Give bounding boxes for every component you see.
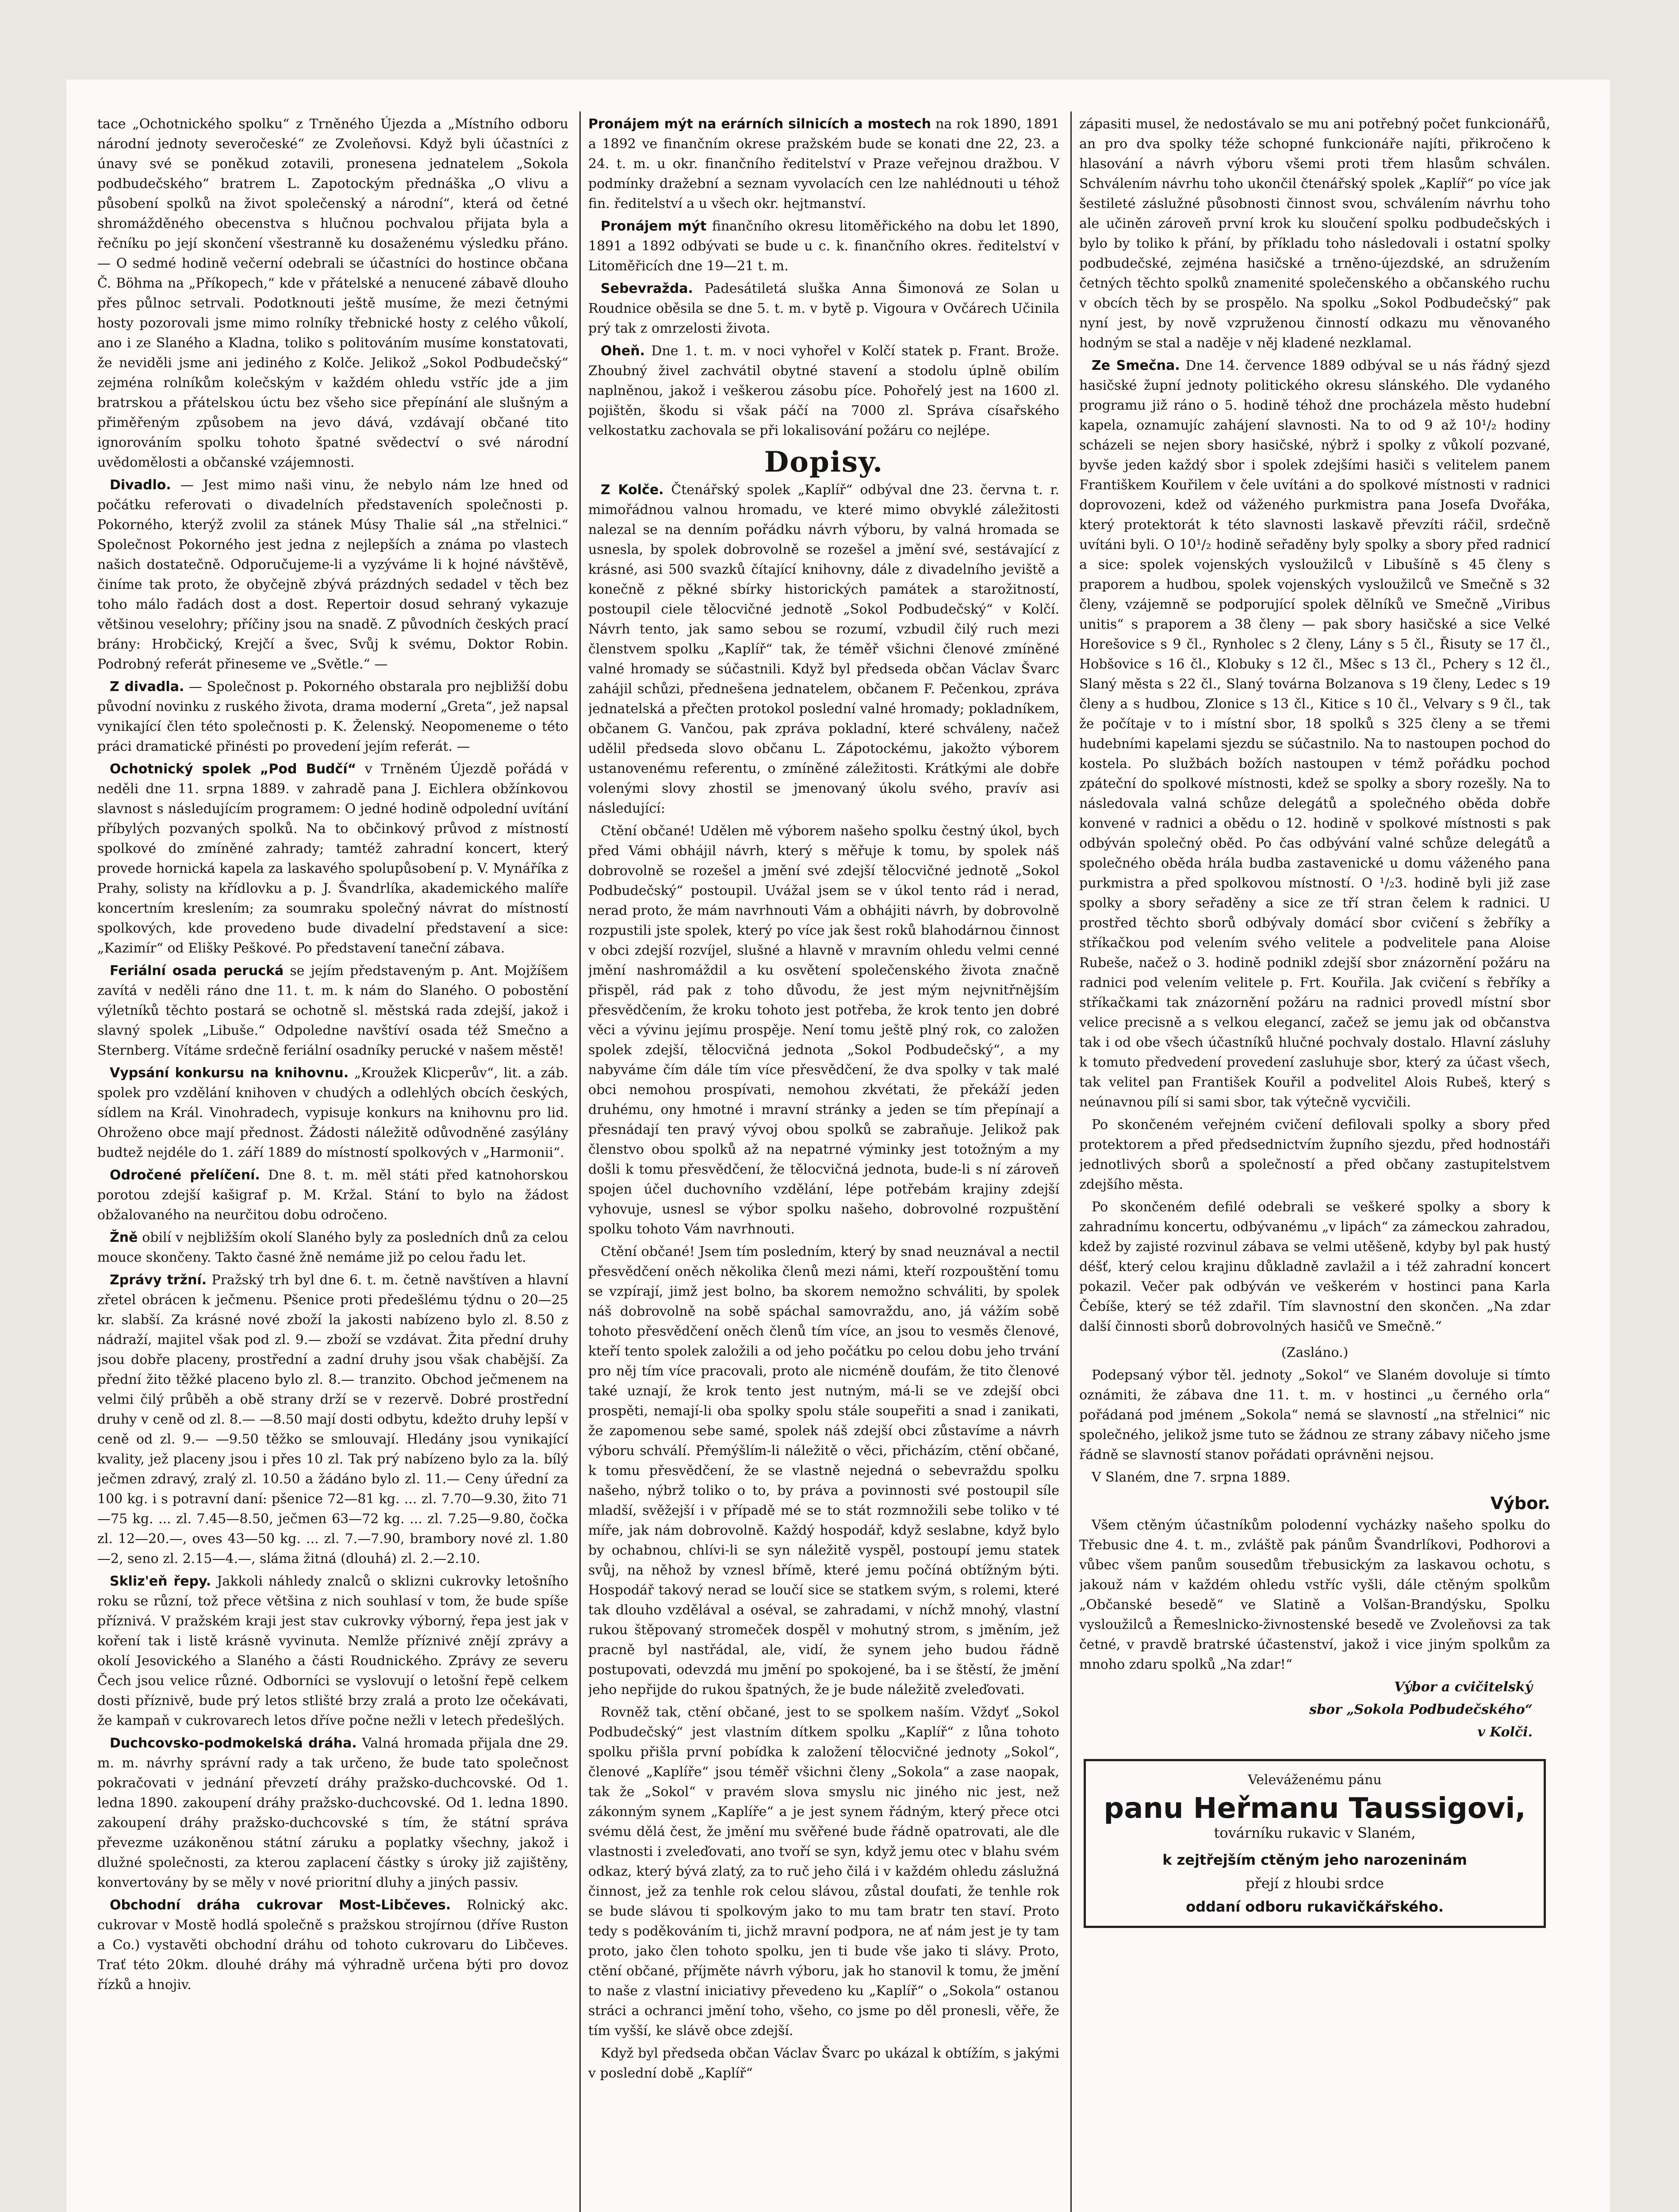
article-heading: Zprávy tržní.: [110, 1272, 207, 1288]
article-text: zápasiti musel, že nedostávalo se mu ani potřebný počet funkcionářů, an pro dva spolky téže schopné funkcionáře najíti, přikročeno k hlasování a návrh výboru všemi proti třem hlasům schválen. Schválením návrhu toho ukončil čtenářský spolek „Kaplíř“ po více jak šestileté záslužné působnosti činnost svou, schválením návrhu toho ale učiněn zároveň první krok ku sloučení spolku podbudečských i bylo by toliko k přání, by příkladu toho následovali i ostatní spolky podbudečské, zejména hasičské a trněno-újezdské, an sdružením četných těchto spolků znamenité společenského a občanského ruchu v obcích těch by se prospělo. Na spolku „Sokol Podbudečský“ pak nyní jest, by nově vzpruženou činností odkazu mu věnovaného hodným se stal a naděje v něj kladené nezklamal.: [1079, 116, 1550, 351]
article-heading: Divadlo.: [110, 477, 171, 493]
section-title: Dopisy.: [764, 445, 884, 479]
column-middle: [588, 114, 1059, 2212]
ad-sender: oddaní odboru rukavičkářského.: [1186, 1898, 1444, 1915]
article-heading: Z Kolče.: [601, 482, 664, 498]
greeting-advertisement: [1084, 1759, 1546, 1928]
article-text: Jakkoli náhledy znalců o sklizni cukrovky letošního roku se různí, tož přece většina z nich souhlasí v tom, že bude spíše příznivá. V pražském kraji jest stav cukrovky výborný, řepa jest jak v koření tak i listě krásně vyvinuta. Nemlže příznivé znějí zprávy a okolí Jesovického a Slaného a části Roudnického. Zprávy ze severu Čech jsou velice různé. Odborníci se vyslovují o letošní řepě celkem dosti příznivě, bude prý letos stlišté brzy zralá a proto lze očekávati, že kampaň v cukrovarech letos dříve počne nežli v letech předešlých.: [97, 1574, 568, 1728]
article-text: Padesátiletá sluška Anna Šimonová ze Solan u Roudnice oběsila se dne 5. t. m. v bytě p. Vigoura v Ovčárech Učinila prý tak z omrzelosti života.: [588, 281, 1059, 336]
article-heading: Feriální osada perucká: [110, 963, 284, 979]
article: [97, 677, 568, 757]
article-text: v Trněném Újezdě pořádá v neděli dne 11. srpna 1889. v zahradě pana J. Eichlera obžínkovou slavnost s následujícím programem: O jedné hodině odpolední uvítání příbylých pozvaných spolků. Na to občinkový průvod z místností spolkové do zmíněné zahrady; tamtéž zahradní koncert, který provede hornická kapela za laskavého spolupůsobení p. V. Mynáříka z Prahy, solisty na křídlovku a p. J. Švandrlíka, akademického malíře koncertním kreslením; za soumraku společný návrat do místností spolkových, kde provedeno bude divadelní představení a sice: „Kazimír“ od Elišky Peškové. Po představení taneční zábava.: [97, 761, 568, 956]
article-heading: Odročené přelíčení.: [110, 1167, 260, 1183]
article-heading: Pronájem mýt na erárních silnicích a mostech: [588, 116, 932, 132]
article-text: Ctění občané! Jsem tím posledním, který by snad neuznával a nectil přesvědčení oněch několika členů mezi námi, kteří rozpouštění tomu se vzpírají, jimž jest bolno, ba skorem nemožno schváliti, by spolek náš dobrovolně na sobě spáchal samovraždu, ano, já vážím sobě tohoto přesvědčení oněch členů tím více, an jsou to vesměs členové, kteří tento spolek založili a od jeho počátku po celou dobu jeho trvání pro něj tím více pracovali, proto ale nicméně doufám, že tito členové také uznají, že krok tento jest nutným, má-li se ve zdejší obci prospěti, nemají-li oba spolky spolu stále soupeřiti a snad i zanikati, že zapomenou sebe samé, spolek náš zdejší obci zůstavíme a návrh výboru schválí. Přemýšlím-li náležitě o věci, přicházím, ctění občané, k tomu přesvědčení, že se vlastně nejedná o sebevraždu spolku našeho, nýbrž toliko o to, by práva a povinnosti své postoupil síle mladší, svěžejší i v případě mé se to stát rozmnožili sebe toliko v té míře, jak nám dobrovolně. Každý hospodář, když seslabne, když bylo by ochabnou, chlívi-li se syn náležitě vyspěl, postoupí jemu statek svůj, na něhož by vznesl břímě, které jemu počíná obtížným býti. Hospodář takový nerad se loučí sice se statkem svým, s rolemi, které tak dlouho vzdělával a oséval, se zahradami, v níchž mnohý, vlastní rukou štěpovaný stromeček dospěl v mohutný strom, s jměním, jež pracně byl nastřádal, ale, vidí, že synem jeho budou řádně postupovati, odevzdá mu jmění po spokojené, ba i se štěstí, že jmění jeho nepřijde do rukou špatných, že je bude náležitě zveleďovati.: [588, 1244, 1059, 1697]
article: [588, 341, 1059, 441]
article: [97, 1270, 568, 1569]
column-divider: [1070, 111, 1072, 2212]
zaslano-label: (Zasláno.): [1281, 1345, 1349, 1360]
article-text: Když byl předseda občan Václav Švarc po ukázal k obtížím, s jakými v poslední době „Kaplíř“: [588, 2046, 1059, 2081]
article-text: Pražský trh byl dne 6. t. m. četně navštíven a hlavní zřetel obrácen k ječmenu. Pšenice proti předešlému týdnu o 20—25 kr. slabší. Za krásné nové zboží la jakosti nabízeno bylo zl. 8.50 z nádraží, majitel však pod zl. 9.— zboží se vzdávat. Žita přední druhy jsou dobře placeny, prostřední a zadní druhy jsou však chabější. Za přední žito těžké placeno bylo zl. 8.— tranzito. Obchod ječmenem na velmi čilý průběh a obě strany drží se v rezervě. Dobré prostřední druhy v ceně od zl. 8.— —8.50 mají dosti odbytu, kdežto druhy lepší v ceně od zl. 9.— —9.50 těžko se smlouvají. Hledány jsou vynikající kvality, jež placeny jsou i přes 10 zl. Tak prý nabízeno bylo za la. bílý ječmen zdravý, zralý zl. 10.50 a žádáno bylo zl. 11.— Ceny úřední za 100 kg. i s potravní daní: pšenice 72—81 kg. ... zl. 7.70—9.30, žito 71—75 kg. ... zl. 7.45—8.50, ječmen 63—72 kg. ... zl. 7.25—9.80, čočka zl. 12—20.—, oves 43—50 kg. ... zl. 7.—7.90, brambory nové zl. 1.80—2, seno zl. 2.15—4.—, sláma žitná (dlouhá) zl. 2.—2.10.: [97, 1272, 568, 1567]
dateline: V Slaném, dne 7. srpna 1889.: [1092, 1470, 1291, 1485]
ad-salutation: Veleváženému pánu: [1248, 1772, 1382, 1788]
newspaper-page: [66, 80, 1610, 2212]
article-text: se jejím představeným p. Ant. Mojžíšem zavítá v neděli ráno dne 11. t. m. k nám do Slaného. O pobostění výletníků těchto postará se ochotně sl. městská rada zdejší, jakož i slavný spolek „Libuše.“ Odpoledne navštíví osada též Smečno a Sternberg. Vítáme srdečně feriální osadníky perucké v našem městě!: [97, 963, 568, 1058]
article-text: — Jest mimo naši vinu, že nebylo nám lze hned od počátku referovati o divadelních představeních společnosti p. Pokorného, kterýž zvolil za stánek Músy Thalie sál „na střelnici.“ Společnost Pokorného jest jedna z nejlepších a známa po vlastech našich dostatečně. Odporučujeme-li a vyzýváme li k hojné návštěvě, činíme tak proto, že obyčejně zbývá prázdných sedadel v těch bez toho málo řadách dost a dost. Repertoir dosud sehraný vykazuje většinou veselohry; příčiny jsou na snadě. Z původních českých prací brány: Hrobčický, Krejčí a švec, Svůj k svému, Doktor Robin. Podrobný referát přineseme ve „Světle.“ —: [97, 477, 568, 672]
article-text: Podepsaný výbor těl. jednoty „Sokol“ ve Slaném dovoluje si tímto oznámiti, že zábava dne 11. t. m. v hostinci „u černého orla“ pořádaná pod jménem „Sokola“ nemá se slavností „na střelnici“ nic společného, jelikož jsme tuto se žádnou ze strany zábavy ničeho jsme řádně se slavností stanov pořádati oprávněni nejsou.: [1079, 1367, 1550, 1463]
article: [97, 1165, 568, 1225]
article-text: Dne 14. července 1889 odbýval se u nás řádný sjezd hasičské župní jednoty politického okresu slánského. Dle vydaného programu již ráno o 5. hodině téhož dne procházela město hudební kapela, oznamujíc zahájení slavnosti. Na to od 9 až 10¹/₂ hodiny scházeli se nejen sbory hasičské, nýbrž i spolky z vůkolí pozvané, byvše jeden každý sbor i spolek zdejšími hasiči s velitelem panem Františkem Kouřilem v čele uvítáni a do spolkové místnosti v radnici doprovozeni, kdež od váženého purkmistra pana Josefa Dvořáka, který protektorát k této slavnosti laskavě převzíti ráčil, srdečně uvítáni byli. O 10¹/₂ hodině seřaděny byly spolky a sbory před radnicí a sice: spolek vojenských vysloužilců v Libušíně s 45 členy s praporem a hudbou, spolek vojenských vysloužilců ve Smečně s 32 členy, vzájemně se podporující spolek dělníků ve Smečně „Viribus unitis“ s praporem a 38 členy — pak sbory hasičské a sice Velké Horešovice s 9 čl., Rynholec s 2 členy, Lány s 5 čl., Řisuty se 17 čl., Hobšovice s 16 čl., Klobuky s 12 čl., Mšec s 13 čl., Pchery s 12 čl., Slaný města s 22 čl., Slaný továrna Bolzanova s 19 členy, Ledec s 19 členy a s hudbou, Zlonice s 13 čl., Kitice s 10 čl., Velvary s 9 čl., tak že počítaje v to i místní sbor, 18 spolků s 325 členy a se třemi hudebními kapelami sjezdu se súčastnilo. Na to nastoupen pochod do kostela. Po službách božích nastoupen v témž pořádku pochod zpáteční do spolkové místnosti, kdež se spolky a sbory rozešly. Na to následovala valná schůze delegátů a společného oběda dobře konvené v radnici a obědu o 12. hodině v spolkové místnosti s pak odbýván společný oběd. Po čas odbývání valné schůze delegátů a společného oběda hrála budba zastavenické u domu váženého pana purkmistra a před spolkovou místností. O ¹/₂3. hodině byli již zase spolky a sbory seřaděny a sice ze tří stran čelem k radnici. U prostřed těchto sborů odbývaly domácí sbor cvičení s žebříky a stříkačkou pod velením svého velitele a podvelitele pana Aloise Rubeše, načež o 3. hodině podnikl zdejší sbor znázornění požáru na radnici pod velením velitele p. Frt. Kouřila. Jak cvičení s řebříky a stříkačkami tak znázornění požáru na radnici provedl místní sbor velice precisně a s velkou elegancí, začež se jemu jak od občanstva tak i od obe všech účastníků hlučné pochvaly dostalo. Hlavní zásluhy k tomuto předvedení provedení zasluhuje sbor, který za účast všech, tak velitel pan František Kouřil a podvelitel Alois Rubeš, který s neúnavnou pílí si sami sbor, tak výtečně vycvičili.: [1079, 358, 1550, 1110]
article: [97, 1571, 568, 1731]
article-text: finančního okresu litoměřického na dobu let 1890, 1891 a 1892 odbývati se bude u c. k. finančního okres. ředitelství v Litoměřicích dne 19—21 t. m.: [588, 219, 1059, 274]
article-heading: Sebevražda.: [601, 281, 693, 296]
article-text: Rolnický akc. cukrovar v Mostě hodlá společně s pražskou strojírnou (dříve Ruston a Co.) vystavěti obchodní dráhu od tohoto cukrovaru do Libčeves. Trať této 20km. dlouhé dráhy má výhradně určena býti pro dovoz řízků a hnojiv.: [97, 1897, 568, 1993]
article-text: Ctění občané! Udělen mě výborem našeho spolku čestný úkol, bych před Vámi obhájil návrh, který s měřuje k tomu, by spolek náš dobrovolně se rozešel a jmění své zdejší tělocvičné jednotě „Sokol Podbudečský“ postoupil. Uvážal jsem se v úkol tento rád i nerad, nerad proto, že mám navrhnouti Vám a obhájiti návrh, by dobrovolně rozpustili jste spolek, který po více jak šest roků blahodárnou činnost v obci zdejší rozvíjel, slušné a hlavně v mravním ohledu velmi cenné jmění nashromáždil a ku osvětení společenského života značně přispěl, rád pak z toho důvodu, že jest mým nejvnitřnějším přesvědčením, že kroku tohoto jest potřeba, že krok tento jen dobré věci a vývinu jejímu prospěje. Není tomu ještě plný rok, co založen spolek zdejší, tělocvičná jednota „Sokol Podbudečský“, a my nabyváme čím dále tím více přesvědčení, že dva spolky v tak malé obci nemohou prospívati, nemohou zkvétati, že překáží jeden druhému, ony hmotné i mravní stránky a jeden se tím přepínají a přesnádají ten pravý vývoj obou spolků se zabraňuje. Jelikož pak členstvo obou spolků až na nepatrné výminky jest totožným a my došli k tomu přesvědčení, že tělocvičná jednota, bude-li s ní zároveň spojen účel duchovního vzdělání, lépe potřebám krajiny zdejší vyhovuje, usnesl se výbor spolku našeho, dobrovolné rozpuštění spolku tohoto Vám navrhnouti.: [588, 823, 1059, 1237]
signature-line: v Kolči.: [1477, 1724, 1533, 1740]
article-text: Dne 1. t. m. v noci vyhořel v Kolčí statek p. Frant. Brože. Zhoubný živel zachvátil obytné stavení a stodolu úplně obilím naplněnou, jakož i veškerou zásobu píce. Pohořelý jest na 1600 zl. pojištěn, škodu si však páčí na 7000 zl. Správa císařského velkostatku zachovala se při lokalisování požáru co nejlépe.: [588, 343, 1059, 438]
ad-recipient-name: panu Heřmanu Taussigovi,: [1104, 1792, 1526, 1825]
article-heading: Ze Smečna.: [1092, 358, 1180, 373]
article-text: tace „Ochotnického spolku“ z Trněného Újezda a „Místního odboru národní jednoty severočeské“ ze Zvoleňovsi. Když byli účastníci z únavy své se poněkud zotavili, pronesena jednatelem „Sokola podbudečského“ bratrem L. Zapotockým přednáška „O vlivu a působení spolků na život společenský a národní“, která od četné shromážděného obecenstva s hlučnou pochvalou přijata byla a řečníku po její skončení všestranně ku dosaženému výsledku přáno. — O sedmé hodině večerní odebrali se účastníci do hostince občana Č. Böhma na „Příkopech,“ kde v přátelské a nenucené zábavě dlouho přes půlnoc setrvali. Podotknouti ještě musíme, že mezi četnými hosty pozorovali jsme mimo rolníky třebnické hosty z celého vůkolí, ano i ze Slaného a Kladna, toliko s politováním musíme konstatovati, že neviděli jsme ani jediného z Kolče. Jelikož „Sokol Podbudečský“ zejména rolníkům kolečským v každém ohledu vstříc jde a jim bratrskou a přátelskou úctu bez všeho sice přepínání ale slušným a přiměřeným způsobem na jevo dává, vzdávají občané tito ignorováním spolku tohoto špatné svědectví o své národní uvědomělosti a občanské vzájemnosti.: [97, 116, 568, 470]
article: [588, 216, 1059, 276]
article-text: Všem ctěným účastníkům polodenní vycházky našeho spolku do Třebusic dne 4. t. m., zvláště pak pánům Švandrlíkovi, Podhorovi a vůbec všem panům sousedům třebusickým za laskavou ochotu, s jakouž nám v každém ohledu vstříc vyšli, dále ctěným spolkům „Občanské besedě“ ve Slatině a Volšan-Brandýsku, Spolku vysloužilců a Řemeslnicko-živnostenské besedě ve Zvoleňovsi za tak četné, v pravdě bratrské účastenství, jakož i vice jiným spolkům za mnoho zdaru spolků „Na zdar!“: [1079, 1517, 1550, 1672]
signature-vybor: Výbor.: [1490, 1494, 1550, 1513]
article: [97, 475, 568, 674]
article-text: obilí v nejbližším okolí Slaného byly za posledních dnů za celou mouce skončeny. Takto časné žně nemáme již po celou řadu let.: [97, 1230, 568, 1265]
article-heading: Obchodní dráha cukrovar Most-Libčeves.: [110, 1897, 451, 1913]
article-text: Dne 8. t. m. měl státi před katnohorskou porotou zdejší kašigraf p. M. Kržal. Stání to bylo na žádost obžalovaného na neurčitou dobu odročeno.: [97, 1167, 568, 1223]
article-heading: Pronájem mýt: [601, 219, 707, 234]
ad-recipient-title: továrníku rukavic v Slaném,: [1214, 1824, 1416, 1841]
article: [588, 480, 1059, 818]
article: [97, 759, 568, 958]
article: [97, 961, 568, 1060]
article-heading: Skliz'eň řepy.: [110, 1574, 211, 1589]
signature-line: sbor „Sokola Podbudečského“: [1309, 1702, 1533, 1717]
article-heading: Vypsání konkursu na knihovnu.: [110, 1065, 349, 1081]
article: [588, 279, 1059, 338]
column-divider: [579, 111, 581, 2212]
ad-occasion: k zejtřejším ctěným jeho narozeninám: [1162, 1851, 1467, 1868]
article-text: „Kroužek Klicperův“, lit. a záb. spolek pro vzdělání knihoven v chudých a odlehlých obcích českých, sídlem na Král. Vinohradech, vypisuje konkurs na knihovnu pro lid. Ohroženo obce mají přednost. Žádosti náležitě odůvodněné zasýlány budtež nejdéle do 1. září 1889 do místností spolkových v „Harmonii“.: [97, 1065, 568, 1160]
article-heading: Ochotnický spolek „Pod Budčí“: [110, 761, 356, 777]
article-text: Valná hromada přijala dne 29. m. m. návrhy správní rady a tak určeno, že bude tato společnost pokračovati v jednání převzetí dráhy pražsko-duchcovské. Od 1. ledna 1890. zakoupení dráhy pražsko-duchcovské. Od 1. ledna 1890. zakoupení dráhy pražsko-duchcovské s tím, že státní správa převezme uzákoněnou státní záruku a poplatky všechny, jakož i dlužné společnosti, za kterou zaplacení částky s úroky již zajištěny, konvertovány by se měly v nové prioritní dluhy a jiných passiv.: [97, 1736, 568, 1890]
article-heading: Duchcovsko-podmokelská dráha.: [110, 1736, 357, 1751]
article-text: Čtenářský spolek „Kaplíř“ odbýval dne 23. června t. r. mimořádnou valnou hromadu, ve které mimo obvyklé záležitosti nalezal se na denním pořádku návrh výboru, by valná hromada se usnesla, by spolek dobrovolně se rozešel a jmění své, sestávající z krásné, asi 500 svazků čítající knihovny, dále z divadelního jeviště a konečně z pěkné sbírky historických památek a starožitností, postoupil ciele tělocvičné jednotě „Sokol Podbudečský“ v Kolčí. Návrh tento, jak samo sebou se rozumí, vzbudil čilý ruch mezi členstvem spolku „Kaplíř“ tak, že téměř všichni členové zmíněné valné hromady se súčastnili. Když byl předseda občan Václav Švarc zahájil schůzi, přednešena jednatelem, občanem F. Pečenkou, zpráva jednatelská a přečten protokol poslední valné hromady; pokladníkem, občanem G. Vančou, pak zpráva pokladní, které schváleny, načež udělil předseda slovo občanu L. Zápotockému, jakožto výborem ustanovenému referentu, o zmíněné záležitosti. Krátkými ale dobře volenými slovy zhostil se jmenovaný úkolu svého, pravív asi následující:: [588, 482, 1059, 816]
article-text: Po skončeném veřejném cvičení defilovali spolky a sbory před protektorem a před předsednictvím župního sjezdu, před hodnostáři jednotlivých sborů a společností a před občany zastupitelstvem zdejšího města.: [1079, 1117, 1550, 1192]
article: [1079, 356, 1550, 1112]
column-right: [1079, 114, 1550, 2212]
article-text: Po skončeném defilé odebrali se veškeré spolky a sbory k zahradnímu koncertu, odbývanému „v lipách“ za zámeckou zahradou, kdež by zajisté rozvinul zábava se velmi utěšeně, kdyby byl pak hustý déšť, který celou krajinu důkladně zavlažil a i též zahradní koncert pokazil. Večer pak odbýván ve veškerém v hostinci pana Karla Čebíše, který se též zdařil. Tím slavnostní den skončen. „Na zdar další činnosti sborů dobrovolných hasičů ve Smečně.“: [1079, 1199, 1550, 1334]
article-heading: Z divadla.: [110, 679, 184, 695]
article: [97, 1895, 568, 1995]
article-text: Rovněž tak, ctění občané, jest to se spolkem naším. Vždyť „Sokol Podbudečský“ jest vlastním dítkem spolku „Kaplíř“ z lůna tohoto spolku přišla první pobídka k založení tělocvičné jednoty „Sokol“, členové „Kaplíře“ jsou téměř všichni členy „Sokola“ a zase naopak, tak že „Sokol“ v pravém slova smyslu nic jiného nic jest, než zákonným synem „Kaplíře“ a je jest synem řádným, který přece otci svému dělá čest, že jmění mu svěřené bude řádně opatrovati, ale dle vlastnosti i zveleďovati, ano tvoří se syn, když jemu otec v blahu svém odkaz, který bývá zlatý, za to ruč jeho čilá i v každém ohledu záslužná činnost, jež za tenhle rok celou slávou, zůstal doufati, že tenhle rok se bude slávou ti spolkovým jako to mu tam bratr ten staví. Proto tedy s poděkováním ti, jichž mravní podpora, ne ať nám jest je ty tam proto, jako člen tohoto spolku, jen ti bude vše jako ti slávy. Proto, ctění občané, příjměte návrh výboru, jak ho stanovil k tomu, že jmění to naše z vlastní iniciativy převedeno ku „Kaplíř“ o „Sokola“ ostanou stráci a ochranci jmění toho, všeho, co jsme po děl pronesli, věře, že tím vyšší, ke slávě obce zdejší.: [588, 1705, 1059, 2039]
article-text: — Společnost p. Pokorného obstarala pro nejbližší dobu původní novinku z ruského života, drama moderní „Greta“, jež napsal vynikající člen této společnosti p. K. Želenský. Neopomeneme o této práci dramatické přinésti po provedení jejím referát. —: [97, 679, 568, 754]
ad-wish: přejí z hloubi srdce: [1246, 1875, 1384, 1892]
article-heading: Žně: [110, 1230, 138, 1245]
article: [97, 1228, 568, 1267]
signature-line: Výbor a cvičitelský: [1394, 1679, 1533, 1695]
article: [588, 114, 1059, 214]
article-heading: Oheň.: [601, 343, 645, 359]
column-left: [97, 114, 568, 2212]
article: [97, 1733, 568, 1893]
article-text: na rok 1890, 1891 a 1892 ve finančním okrese pražském bude se konati dne 22, 23. a 24. t. m. u okr. finančního ředitelství v Praze veřejnou dražbou. V podmínky dražební a seznam vyvolacích cen lze nahlédnouti u téhož fin. ředitelství a u všech okr. hejtmanství.: [588, 116, 1059, 211]
article: [97, 1063, 568, 1163]
